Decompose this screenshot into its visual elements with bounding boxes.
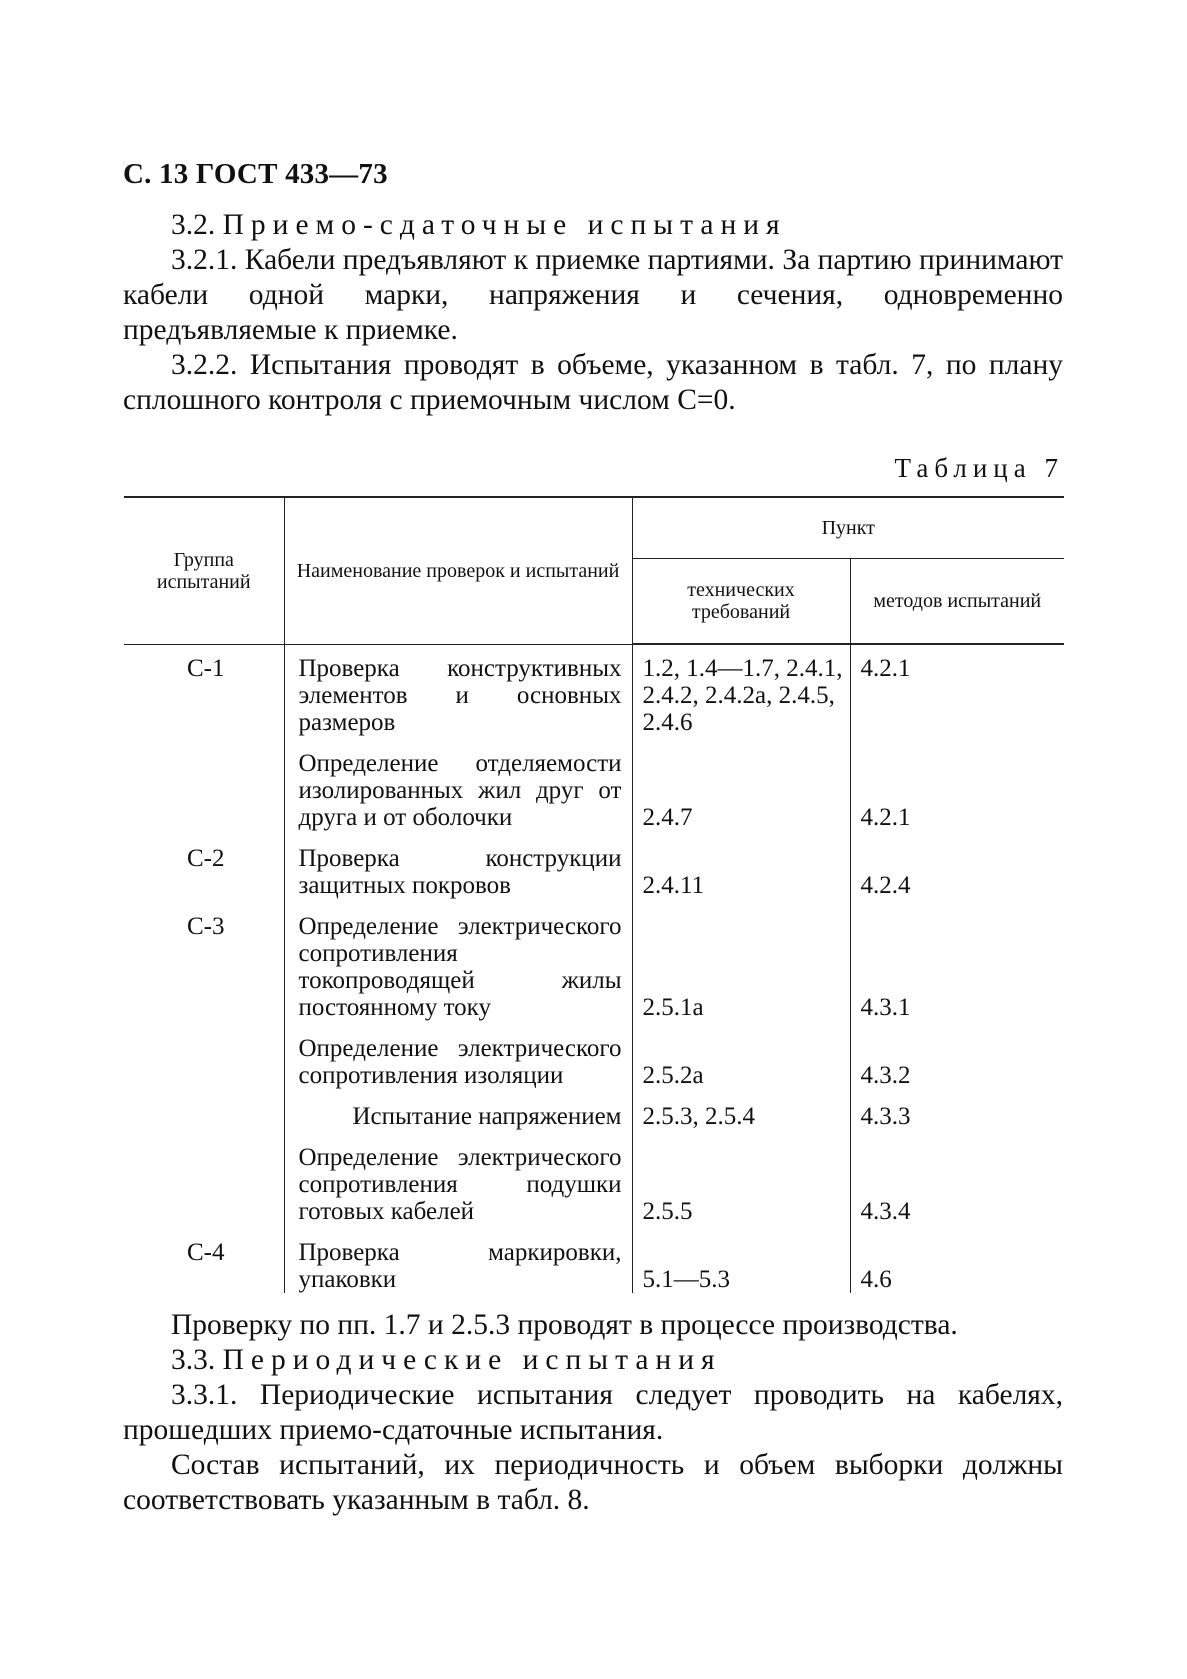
cell-group xyxy=(124,1130,284,1225)
cell-method: 4.2.1 xyxy=(850,644,1064,736)
table-note: Проверку по пп. 1.7 и 2.5.3 проводят в процессе производства. xyxy=(171,1309,958,1341)
section-3-3 xyxy=(123,1308,1063,1518)
cell-method: 4.3.3 xyxy=(850,1089,1064,1130)
paragraph-3-2-1: 3.2.1. Кабели предъявляют к приемке партиями. За партию принимают кабели одной марки, напряжения и сечения, одновременно предъявляемые к приемке. xyxy=(123,244,1063,346)
table-row xyxy=(124,736,1064,831)
table-row xyxy=(124,831,1064,899)
section-title: Периодические испытания xyxy=(222,1344,722,1376)
cell-method: 4.6 xyxy=(850,1225,1064,1293)
cell-name: Определение электрического сопротивления токопроводящей жилы постоянному току xyxy=(284,899,632,1021)
cell-method: 4.2.1 xyxy=(850,736,1064,831)
cell-tech: 2.5.5 xyxy=(632,1130,850,1225)
cell-name: Определение электрического сопротивления подушки готовых кабелей xyxy=(284,1130,632,1225)
section-number: 3.2. xyxy=(171,209,216,241)
cell-name: Определение отделяемости изолированных жил друг от друга и от оболочки xyxy=(284,736,632,831)
cell-tech: 1.2, 1.4—1.7, 2.4.1, 2.4.2, 2.4.2а, 2.4.5, 2.4.6 xyxy=(632,644,850,736)
paragraph-3-3-1: 3.3.1. Периодические испытания следует проводить на кабелях, прошедших приемо-сдаточные испытания. xyxy=(123,1379,1063,1446)
cell-group xyxy=(124,1021,284,1089)
header-name: Наименование проверок и испытаний xyxy=(284,497,632,644)
table-row xyxy=(124,1130,1064,1225)
cell-tech: 2.5.2а xyxy=(632,1021,850,1089)
header-punkt: Пункт xyxy=(632,497,1064,559)
cell-name: Определение электрического сопротивления изоляции xyxy=(284,1021,632,1089)
cell-group: С-3 xyxy=(187,913,225,940)
header-group: Группа испытаний xyxy=(124,497,284,644)
paragraph-composition: Состав испытаний, их периодичность и объем выборки должны соответствовать указанным в табл. 8. xyxy=(123,1449,1063,1516)
cell-name: Проверка маркировки, упаковки xyxy=(284,1225,632,1293)
section-3-2 xyxy=(123,208,1063,418)
cell-tech: 5.1—5.3 xyxy=(632,1225,850,1293)
cell-group xyxy=(124,736,284,831)
table-title: Таблица 7 xyxy=(894,453,1064,483)
cell-group xyxy=(124,1089,284,1130)
cell-method: 4.3.2 xyxy=(850,1021,1064,1089)
cell-group: С-1 xyxy=(187,654,225,682)
cell-name: Проверка конструкции защитных покровов xyxy=(284,831,632,899)
section-number: 3.3. xyxy=(171,1344,216,1376)
header-test-methods: методов испытаний xyxy=(850,559,1064,645)
cell-tech: 2.4.11 xyxy=(632,831,850,899)
section-heading-3-3 xyxy=(123,1343,1063,1378)
cell-tech: 2.4.7 xyxy=(632,736,850,831)
table-row xyxy=(124,1089,1064,1130)
cell-group: С-2 xyxy=(187,845,225,872)
cell-method: 4.2.4 xyxy=(850,831,1064,899)
table-7 xyxy=(124,496,1064,1293)
table-row xyxy=(124,644,1064,736)
cell-name: Проверка конструктивных элементов и основных размеров xyxy=(284,644,632,736)
table-row xyxy=(124,1225,1064,1293)
paragraph-3-2-2: 3.2.2. Испытания проводят в объеме, указанном в табл. 7, по плану сплошного контроля с приемочным числом C=0. xyxy=(123,349,1063,416)
header-tech-requirements: технических требований xyxy=(632,559,850,645)
section-heading-3-2 xyxy=(123,208,1063,243)
table-row xyxy=(124,899,1064,1021)
cell-method: 4.3.1 xyxy=(850,899,1064,1021)
cell-group: С-4 xyxy=(187,1239,225,1266)
table-row xyxy=(124,1021,1064,1089)
cell-tech: 2.5.3, 2.5.4 xyxy=(632,1089,850,1130)
section-title: Приемо-сдаточные испытания xyxy=(222,209,787,241)
cell-name: Испытание напряжением xyxy=(284,1089,632,1130)
page-header: С. 13 ГОСТ 433—73 xyxy=(123,158,388,190)
cell-method: 4.3.4 xyxy=(850,1130,1064,1225)
cell-tech: 2.5.1а xyxy=(632,899,850,1021)
